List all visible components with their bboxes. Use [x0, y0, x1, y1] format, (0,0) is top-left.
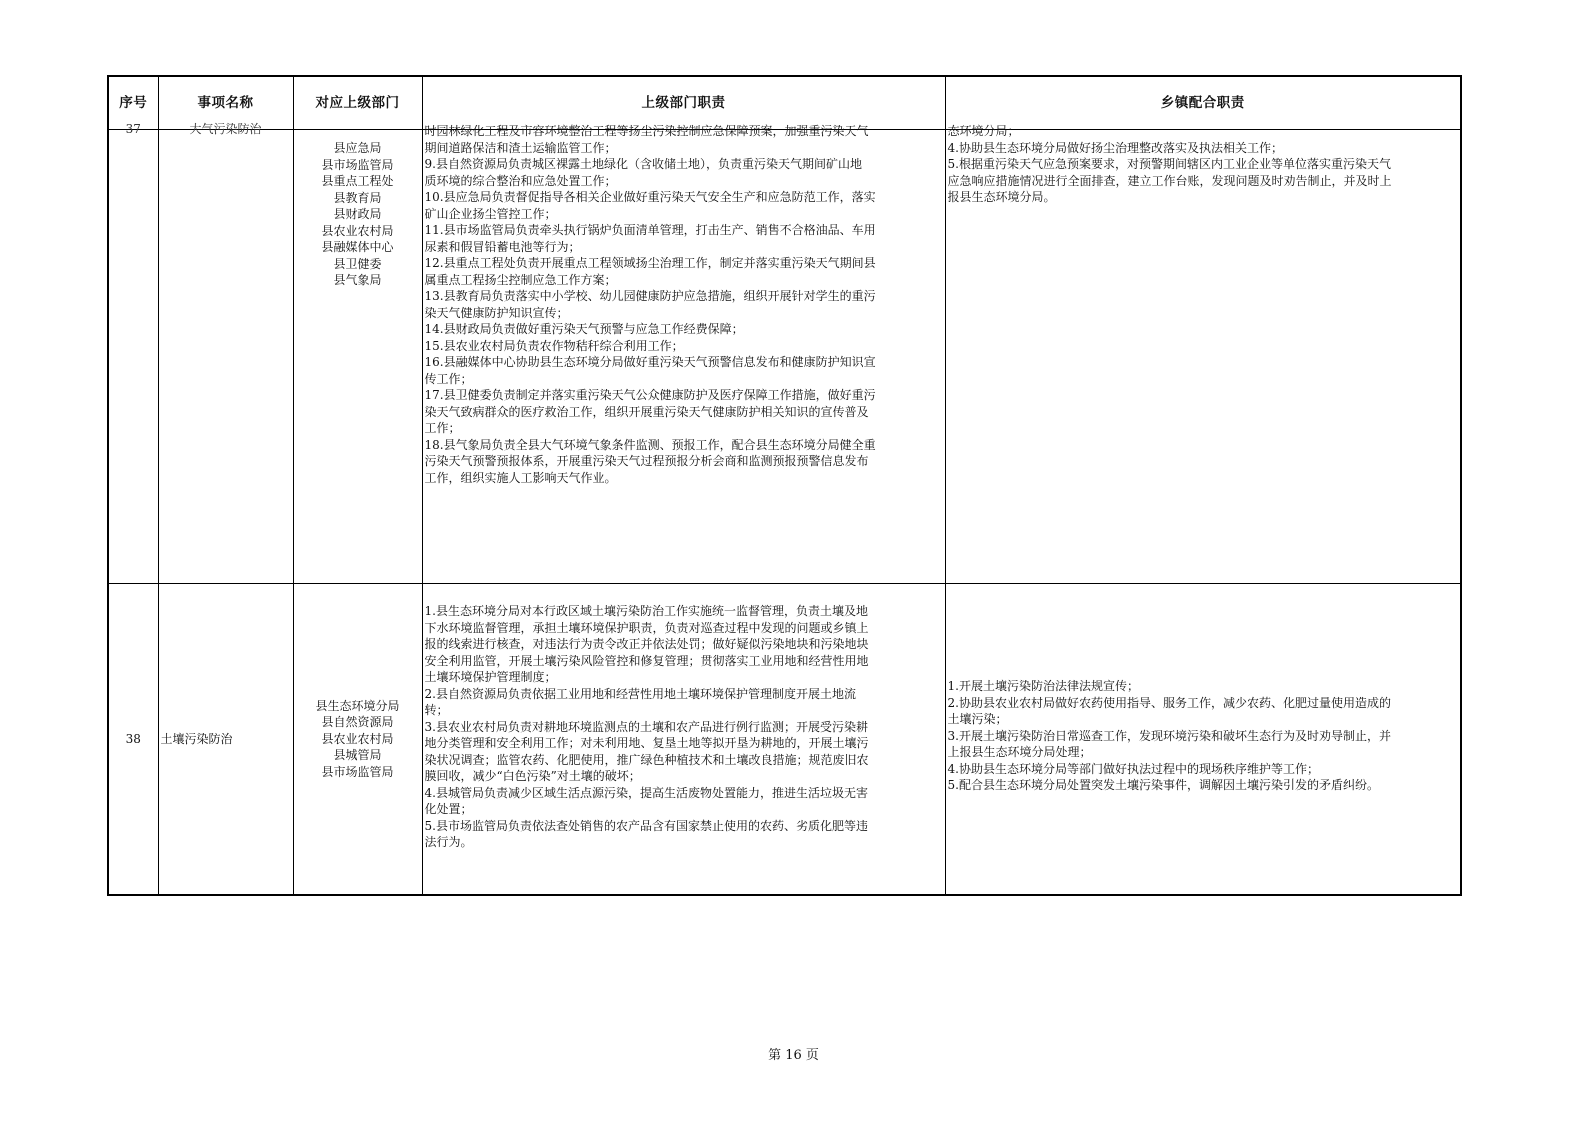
- duty-line: 9.县自然资源局负责城区裸露土地绿化（含收储土地），负责重污染天气期间矿山地: [424, 157, 862, 171]
- township-duties-cell: [945, 584, 1461, 896]
- superior-duties-text: [425, 123, 943, 486]
- duty-line: 4.县城管局负责减少区域生活点源污染，提高生活废物处置能力，推进生活垃圾无害: [424, 785, 868, 800]
- department-name: 县融媒体中心: [321, 240, 394, 254]
- duty-line: 下水环境监督管理，承担土壤环境保护职责，负责对巡查过程中发现的问题或乡镇上: [424, 620, 869, 635]
- town-duty-line: 报县生态环境分局。: [947, 190, 1056, 204]
- town-duty-line: 态环境分局；: [947, 124, 1020, 138]
- header-township-duties: 乡镇配合职责: [945, 76, 1461, 130]
- duty-line: 时园林绿化工程及市容环境整治工程等扬尘污染控制应急保障预案，加强重污染天气: [424, 124, 869, 138]
- table-row: [108, 130, 1461, 584]
- duty-line: 5.县市场监管局负责依法查处销售的农产品含有国家禁止使用的农药、劣质化肥等违: [424, 818, 868, 833]
- duty-line: 传工作；: [424, 371, 473, 386]
- duty-line: 期间道路保洁和渣土运输监管工作；: [424, 140, 617, 155]
- header-superior-duties: 上级部门职责: [422, 76, 945, 130]
- department-name: 县城管局: [333, 748, 382, 763]
- town-duty-line: 1.开展土壤污染防治法律法规宣传；: [947, 679, 1139, 694]
- header-serial-number: 序号: [108, 76, 158, 130]
- department-name: 县财政局: [333, 207, 382, 221]
- duty-line: 10.县应急局负责督促指导各相关企业做好重污染天气安全生产和应急防范工作，落实: [424, 190, 876, 204]
- item-name: 大气污染防治: [189, 122, 262, 136]
- duty-line: 16.县融媒体中心协助县生态环境分局做好重污染天气预警信息发布和健康防护知识宣: [424, 355, 876, 369]
- township-duties-text: [948, 123, 1459, 206]
- item-name: 土壤污染防治: [160, 731, 233, 746]
- item-name-cell: [158, 584, 293, 896]
- duty-line: 17.县卫健委负责制定并落实重污染天气公众健康防护及医疗保障工作措施，做好重污: [424, 388, 876, 402]
- duty-line: 12.县重点工程处负责开展重点工程领域扬尘治理工作，制定并落实重污染天气期间县: [424, 256, 876, 270]
- duty-line: 化处置；: [424, 802, 473, 816]
- township-duties-text: [948, 678, 1459, 794]
- duty-line: 尿素和假冒铅蓄电池等行为；: [424, 239, 581, 254]
- duty-line: 15.县农业农村局负责农作物秸秆综合利用工作；: [424, 338, 684, 353]
- town-duty-line: 4.协助县生态环境分局做好扬尘治理整改落实及执法相关工作；: [947, 140, 1283, 155]
- duty-line: 矿山企业扬尘管控工作；: [424, 206, 557, 221]
- department-name: 县生态环境分局: [315, 698, 400, 713]
- duty-line: 2.县自然资源局负责依据工业用地和经营性用地土壤环境保护管理制度开展土地流: [424, 686, 856, 701]
- department-name: 县农业农村局: [321, 731, 394, 746]
- duty-line: 土壤环境保护管理制度；: [424, 670, 557, 684]
- duty-line: 18.县气象局负责全县大气环境气象条件监测、预报工作，配合县生态环境分局健全重: [424, 437, 876, 452]
- table-header-row: [108, 76, 1461, 130]
- department-cell: [293, 130, 422, 584]
- duty-line: 14.县财政局负责做好重污染天气预警与应急工作经费保障；: [424, 322, 744, 336]
- department-cell: [293, 584, 422, 896]
- duty-line: 染天气致病群众的医疗救治工作，组织开展重污染天气健康防护相关知识的宣传普及: [424, 404, 869, 419]
- department-name: 县市场监管局: [321, 764, 394, 779]
- department-list: [296, 130, 420, 289]
- department-list: [296, 698, 420, 781]
- department-name: 县农业农村局: [321, 223, 394, 238]
- duty-line: 地分类管理和安全利用工作；对未利用地、复垦土地等拟开垦为耕地的，开展土壤污: [424, 736, 869, 750]
- duty-line: 法行为。: [424, 835, 473, 849]
- duty-line: 污染天气预警预报体系，开展重污染天气过程预报分析会商和监测预报预警信息发布: [424, 454, 869, 468]
- department-name: 县应急局: [333, 141, 382, 155]
- serial-number: 37: [125, 122, 141, 136]
- department-name: 县市场监管局: [321, 157, 394, 172]
- town-duty-line: 5.根据重污染天气应急预案要求，对预警期间辖区内工业企业等单位落实重污染天气: [947, 157, 1391, 171]
- table-row: [108, 584, 1461, 896]
- duty-line: 转；: [424, 703, 449, 717]
- town-duty-line: 5.配合县生态环境分局处置突发土壤污染事件，调解因土壤污染引发的矛盾纠纷。: [947, 778, 1379, 793]
- serial-number-cell: [108, 122, 158, 584]
- superior-duties-cell: [422, 584, 945, 896]
- duty-line: 安全利用监管，开展土壤污染风险管控和修复管理；贯彻落实工业用地和经营性用地: [424, 653, 869, 668]
- town-duty-line: 4.协助县生态环境分局等部门做好执法过程中的现场秩序维护等工作；: [947, 761, 1319, 776]
- duty-line: 染状况调查；监管农药、化肥使用，推广绿色种植技术和土壤改良措施；规范废旧农: [424, 752, 869, 767]
- duty-line: 13.县教育局负责落实中小学校、幼儿园健康防护应急措施，组织开展针对学生的重污: [424, 289, 876, 303]
- responsibility-table: [107, 75, 1462, 896]
- duty-line: 11.县市场监管局负责牵头执行锅炉负面清单管理，打击生产、销售不合格油品、车用: [424, 223, 876, 237]
- department-name: 县自然资源局: [321, 715, 394, 730]
- page-number: 第 16 页: [768, 1048, 819, 1063]
- duty-line: 属重点工程扬尘控制应急工作方案；: [424, 272, 617, 287]
- department-name: 县教育局: [333, 190, 382, 205]
- item-name-cell: [158, 122, 293, 584]
- town-duty-line: 2.协助县农业农村局做好农药使用指导、服务工作，减少农药、化肥过量使用造成的: [947, 695, 1391, 710]
- header-superior-department: 对应上级部门: [293, 76, 422, 130]
- town-duty-line: 3.开展土壤污染防治日常巡查工作，发现环境污染和破坏生态行为及时劝导制止，并: [947, 728, 1391, 743]
- department-name: 县卫健委: [333, 256, 382, 271]
- town-duty-line: 上报县生态环境分局处理；: [947, 745, 1092, 760]
- duty-line: 工作，组织实施人工影响天气作业。: [424, 470, 617, 485]
- town-duty-line: 应急响应措施情况进行全面排查，建立工作台账，发现问题及时劝告制止，并及时上: [947, 173, 1392, 188]
- duty-line: 3.县农业农村局负责对耕地环境监测点的土壤和农产品进行例行监测；开展受污染耕: [424, 719, 868, 734]
- town-duty-line: 土壤污染；: [947, 712, 1008, 727]
- duty-line: 染天气健康防护知识宣传；: [424, 305, 569, 320]
- duty-line: 1.县生态环境分局对本行政区域土壤污染防治工作实施统一监督管理，负责土壤及地: [424, 604, 868, 618]
- serial-number-cell: [108, 584, 158, 896]
- duty-line: 质环境的综合整治和应急处置工作；: [424, 173, 617, 188]
- department-name: 县气象局: [333, 273, 382, 287]
- superior-duties-cell: [422, 124, 945, 584]
- duty-line: 膜回收，减少“白色污染”对土壤的破坏；: [424, 769, 641, 783]
- superior-duties-text: [425, 603, 943, 851]
- serial-number: 38: [125, 731, 141, 746]
- duty-line: 报的线索进行核查，对违法行为责令改正并依法处罚；做好疑似污染地块和污染地块: [424, 637, 869, 651]
- duty-line: 工作；: [424, 421, 461, 435]
- department-name: 县重点工程处: [321, 174, 394, 188]
- township-duties-cell: [945, 124, 1461, 584]
- header-item-name: 事项名称: [158, 76, 293, 130]
